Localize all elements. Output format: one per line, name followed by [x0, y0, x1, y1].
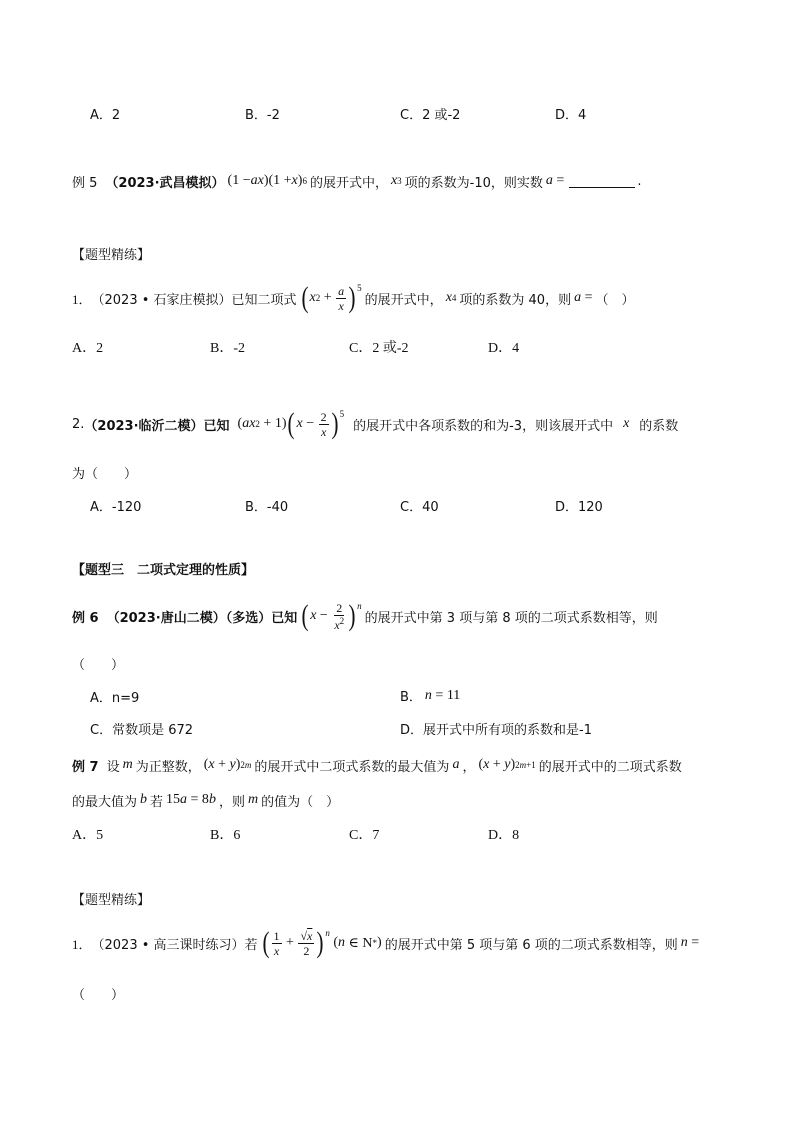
- practice-2: [72, 404, 678, 444]
- practice-1-a-eq: a =: [574, 290, 593, 305]
- example-7-l2a: 的最大值为: [72, 794, 138, 810]
- example-7-b: b: [140, 792, 148, 807]
- example-7-t4: ，: [462, 759, 476, 775]
- example-5-text2: 项的系数为-10，则实数: [404, 175, 543, 191]
- example-7-option-a: A．5: [72, 828, 104, 843]
- practice-2-question-1-line2: （ ）: [72, 988, 125, 1003]
- example-7-t3: 的展开式中二项式系数的最大值为: [254, 759, 450, 775]
- example-7-equation: 15 a = 8 b: [166, 792, 216, 807]
- prev-option-c: C．2 或-2: [400, 108, 461, 123]
- example-6-option-a: A．n=9: [90, 691, 140, 706]
- practice-heading-2: 【题型精练】: [72, 893, 151, 908]
- practice-1-option-c: C．2 或-2: [349, 341, 409, 356]
- practice-2-x: x: [623, 416, 630, 431]
- practice-1: [72, 280, 635, 316]
- example-5: [72, 170, 641, 192]
- practice-2-question-1: [72, 923, 702, 963]
- example-7-formula-2: ( x + y ) 2m+1: [478, 757, 536, 772]
- practice-1-formula: ( x 2 + $\frac{a}{x}$ ) $^5$: [301, 281, 362, 314]
- example-6-option-b-prefix: B．: [400, 690, 422, 705]
- example-7-l2d: 的值为（ ）: [261, 794, 340, 810]
- example-6: [72, 596, 658, 636]
- example-5-label: 例 5: [72, 175, 98, 191]
- practice-heading-1: 【题型精练】: [72, 248, 151, 263]
- example-6-option-b: [400, 686, 463, 705]
- example-6-formula: ( x − $\frac{2}{x^2}$ ) $^n$: [301, 599, 362, 632]
- practice-1-num: 1．: [72, 291, 92, 307]
- example-6-source: （2023·唐山二模）（多选）已知: [106, 610, 298, 626]
- practice-1-option-b: B．-2: [210, 341, 245, 356]
- prev-option-b: B．-2: [245, 108, 280, 123]
- practice-2-option-d: D．120: [555, 500, 603, 515]
- practice-2-text2: 的系数: [639, 418, 679, 434]
- example-5-end: .: [637, 173, 642, 189]
- practice-1-source: （2023 • 石家庄模拟）已知二项式: [91, 292, 297, 308]
- example-6-option-b-formula: n = 11: [424, 687, 461, 703]
- practice-2-source: （2023·临沂二模）已知: [84, 418, 230, 434]
- example-7-line2: [72, 789, 339, 811]
- prev-option-a: A．2: [90, 108, 121, 123]
- example-6-text1: 的展开式中第 3 项与第 8 项的二项式系数相等，则: [364, 610, 658, 626]
- practice-2-formula: ( ax 2 + 1) ( x − $\frac{2}{x}$ ) $^5$: [237, 407, 345, 440]
- section-3-heading: 【题型三 二项式定理的性质】: [72, 563, 255, 578]
- practice-2-line2: 为（ ）: [72, 467, 138, 482]
- practice-2-question-1-source: （2023 • 高三课时练习）若: [91, 937, 258, 953]
- practice-1-text2: 项的系数为 40，则: [459, 292, 572, 308]
- example-7-label: 例 7: [72, 759, 99, 775]
- example-5-x3: x 3: [390, 173, 402, 188]
- practice-1-x4: x 4: [445, 290, 457, 305]
- practice-1-text1: 的展开式中，: [364, 292, 443, 308]
- example-6-label: 例 6: [72, 610, 99, 626]
- practice-2-question-1-num: 1．: [72, 936, 92, 952]
- example-7-option-b: B．6: [210, 828, 241, 843]
- example-5-text1: 的展开式中，: [309, 175, 388, 191]
- example-7-option-d: D．8: [488, 828, 520, 843]
- example-5-formula: (1 − ax )(1 + x ) 6: [227, 173, 307, 188]
- example-7: [72, 754, 682, 776]
- practice-2-question-1-text1: 的展开式中第 5 项与第 6 项的二项式系数相等，则: [384, 937, 678, 953]
- practice-2-option-a: A．-120: [90, 500, 142, 515]
- example-6-line2: （ ）: [72, 658, 125, 673]
- example-7-l2b: 若: [150, 794, 164, 810]
- example-7-t1: 设: [106, 759, 120, 775]
- practice-2-question-1-formula: ( $\frac{1}{x}$ + $\frac{√x}{2}$ ) $^n$ ( n ∈ N * ): [262, 926, 382, 959]
- practice-2-text1: 的展开式中各项系数的和为-3，则该展开式中: [353, 418, 614, 434]
- example-5-answer-blank: [569, 175, 635, 188]
- example-7-m: m: [122, 757, 133, 772]
- example-7-t5: 的展开式中的二项式系数: [538, 759, 682, 775]
- practice-2-num: 2.: [72, 416, 85, 432]
- example-5-a-eq: a =: [545, 173, 565, 188]
- example-7-t2: 为正整数，: [135, 759, 201, 775]
- practice-1-paren: （ ）: [595, 292, 635, 308]
- practice-1-option-d: D．4: [488, 341, 520, 356]
- practice-2-question-1-n-eq: n =: [680, 935, 700, 950]
- example-7-m2: m: [247, 792, 259, 807]
- example-6-option-c: C．常数项是 672: [90, 723, 194, 738]
- prev-option-d: D．4: [555, 108, 587, 123]
- practice-2-option-c: C．40: [400, 500, 439, 515]
- example-7-option-c: C．7: [349, 828, 380, 843]
- example-7-l2c: ，则: [218, 794, 245, 810]
- example-7-a: a: [452, 757, 460, 772]
- practice-1-option-a: A．2: [72, 341, 104, 356]
- example-6-option-d: D．展开式中所有项的系数和是-1: [400, 723, 592, 738]
- practice-2-option-b: B．-40: [245, 500, 289, 515]
- example-5-source: （2023·武昌模拟）: [105, 175, 225, 191]
- example-7-formula-1: ( x + y ) 2m: [203, 757, 252, 772]
